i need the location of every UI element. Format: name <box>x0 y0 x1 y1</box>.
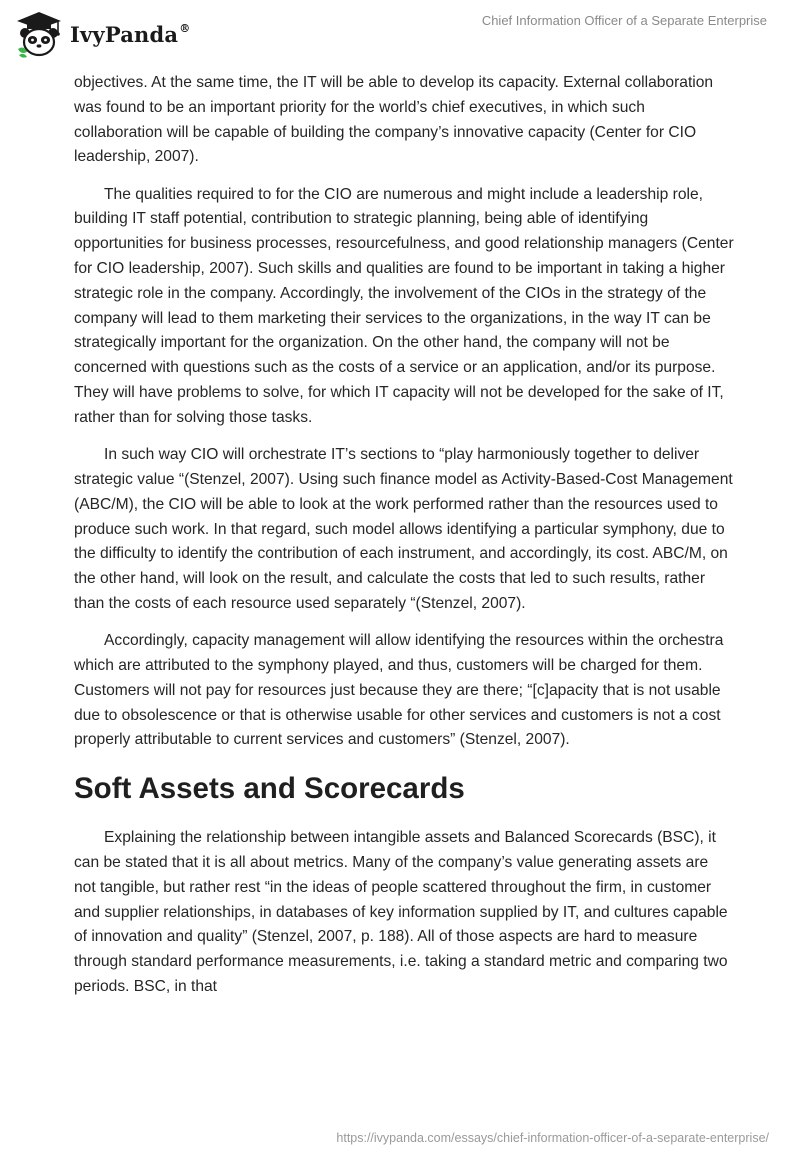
document-title: Chief Information Officer of a Separate Enterprise <box>481 13 767 28</box>
source-url[interactable]: https://ivypanda.com/essays/chief-information-officer-of-a-separate-enterprise/ <box>336 1131 769 1145</box>
logo[interactable] <box>14 9 190 59</box>
paragraph: The qualities required to for the CIO are numerous and might include a leadership role, building IT staff potential, contribution to strategic planning, being able of identifying opportunities for business processes, resourcefulness, and good relationship managers (Center for CIO leadership, 2007). Such skills and qualities are found to be important in taking a higher strategic role in the company. Accordingly, the involvement of the CIOs in the strategy of the company will lead to them marketing their services to the organizations, in the way IT can be strategically important for the organization. On the other hand, the company will not be concerned with questions such as the costs of a service or an application, and/or its purpose. They will have problems to solve, for which IT capacity will not be developed for the sake of IT, rather than for solving those tasks. <box>74 185 734 426</box>
paragraph: In such way CIO will orchestrate IT’s sections to “play harmoniously together to deliver strategic value “(Stenzel, 2007). Using such finance model as Activity-Based-Cost Management (ABC/M), the CIO will be able to look at the work performed rather than the resources used to produce such work. In that regard, such model allows identifying a particular symphony, due to the difficulty to identify the contribution of each instrument, and accordingly, its cost. ABC/M, on the other hand, will look on the result, and calculate the costs that led to such results, rather than the costs of each resource used separately “(Stenzel, 2007). <box>74 446 733 612</box>
paragraph: objectives. At the same time, the IT will be able to develop its capacity. External collaboration was found to be an important priority for the world’s chief executives, in which such collaboration will be capable of building the company’s innovative capacity (Center for CIO leadership, 2007). <box>74 74 714 166</box>
section-heading: Soft Assets and Scorecards <box>74 772 465 806</box>
panda-logo-icon <box>14 9 64 59</box>
paragraph: Accordingly, capacity management will allow identifying the resources within the orchestra which are attributed to the symphony played, and thus, customers will be charged for them. Customers will not pay for resources just because they are there; “[c]apacity that is not usable due to obsolescence or that is otherwise usable for other services and customers is not a cost properly attributable to current services and customers” (Stenzel, 2007). <box>74 632 724 749</box>
page-header <box>0 0 800 70</box>
essay-content <box>74 71 734 1012</box>
paragraph: Explaining the relationship between intangible assets and Balanced Scorecards (BSC), it can be stated that it is all about metrics. Many of the company’s value generating assets are not tangible, but rather rest “in the ideas of people scattered throughout the firm, in customer and supplier relationships, in databases of key information supplied by IT, and cultures capable of innovation and quality” (Stenzel, 2007, p. 188). All of those aspects are hard to measure through standard performance measurements, i.e. taking a standard metric and comparing two periods. BSC, in that <box>74 829 728 995</box>
registered-mark: ® <box>179 21 191 35</box>
brand-name: IvyPanda® <box>70 21 191 47</box>
